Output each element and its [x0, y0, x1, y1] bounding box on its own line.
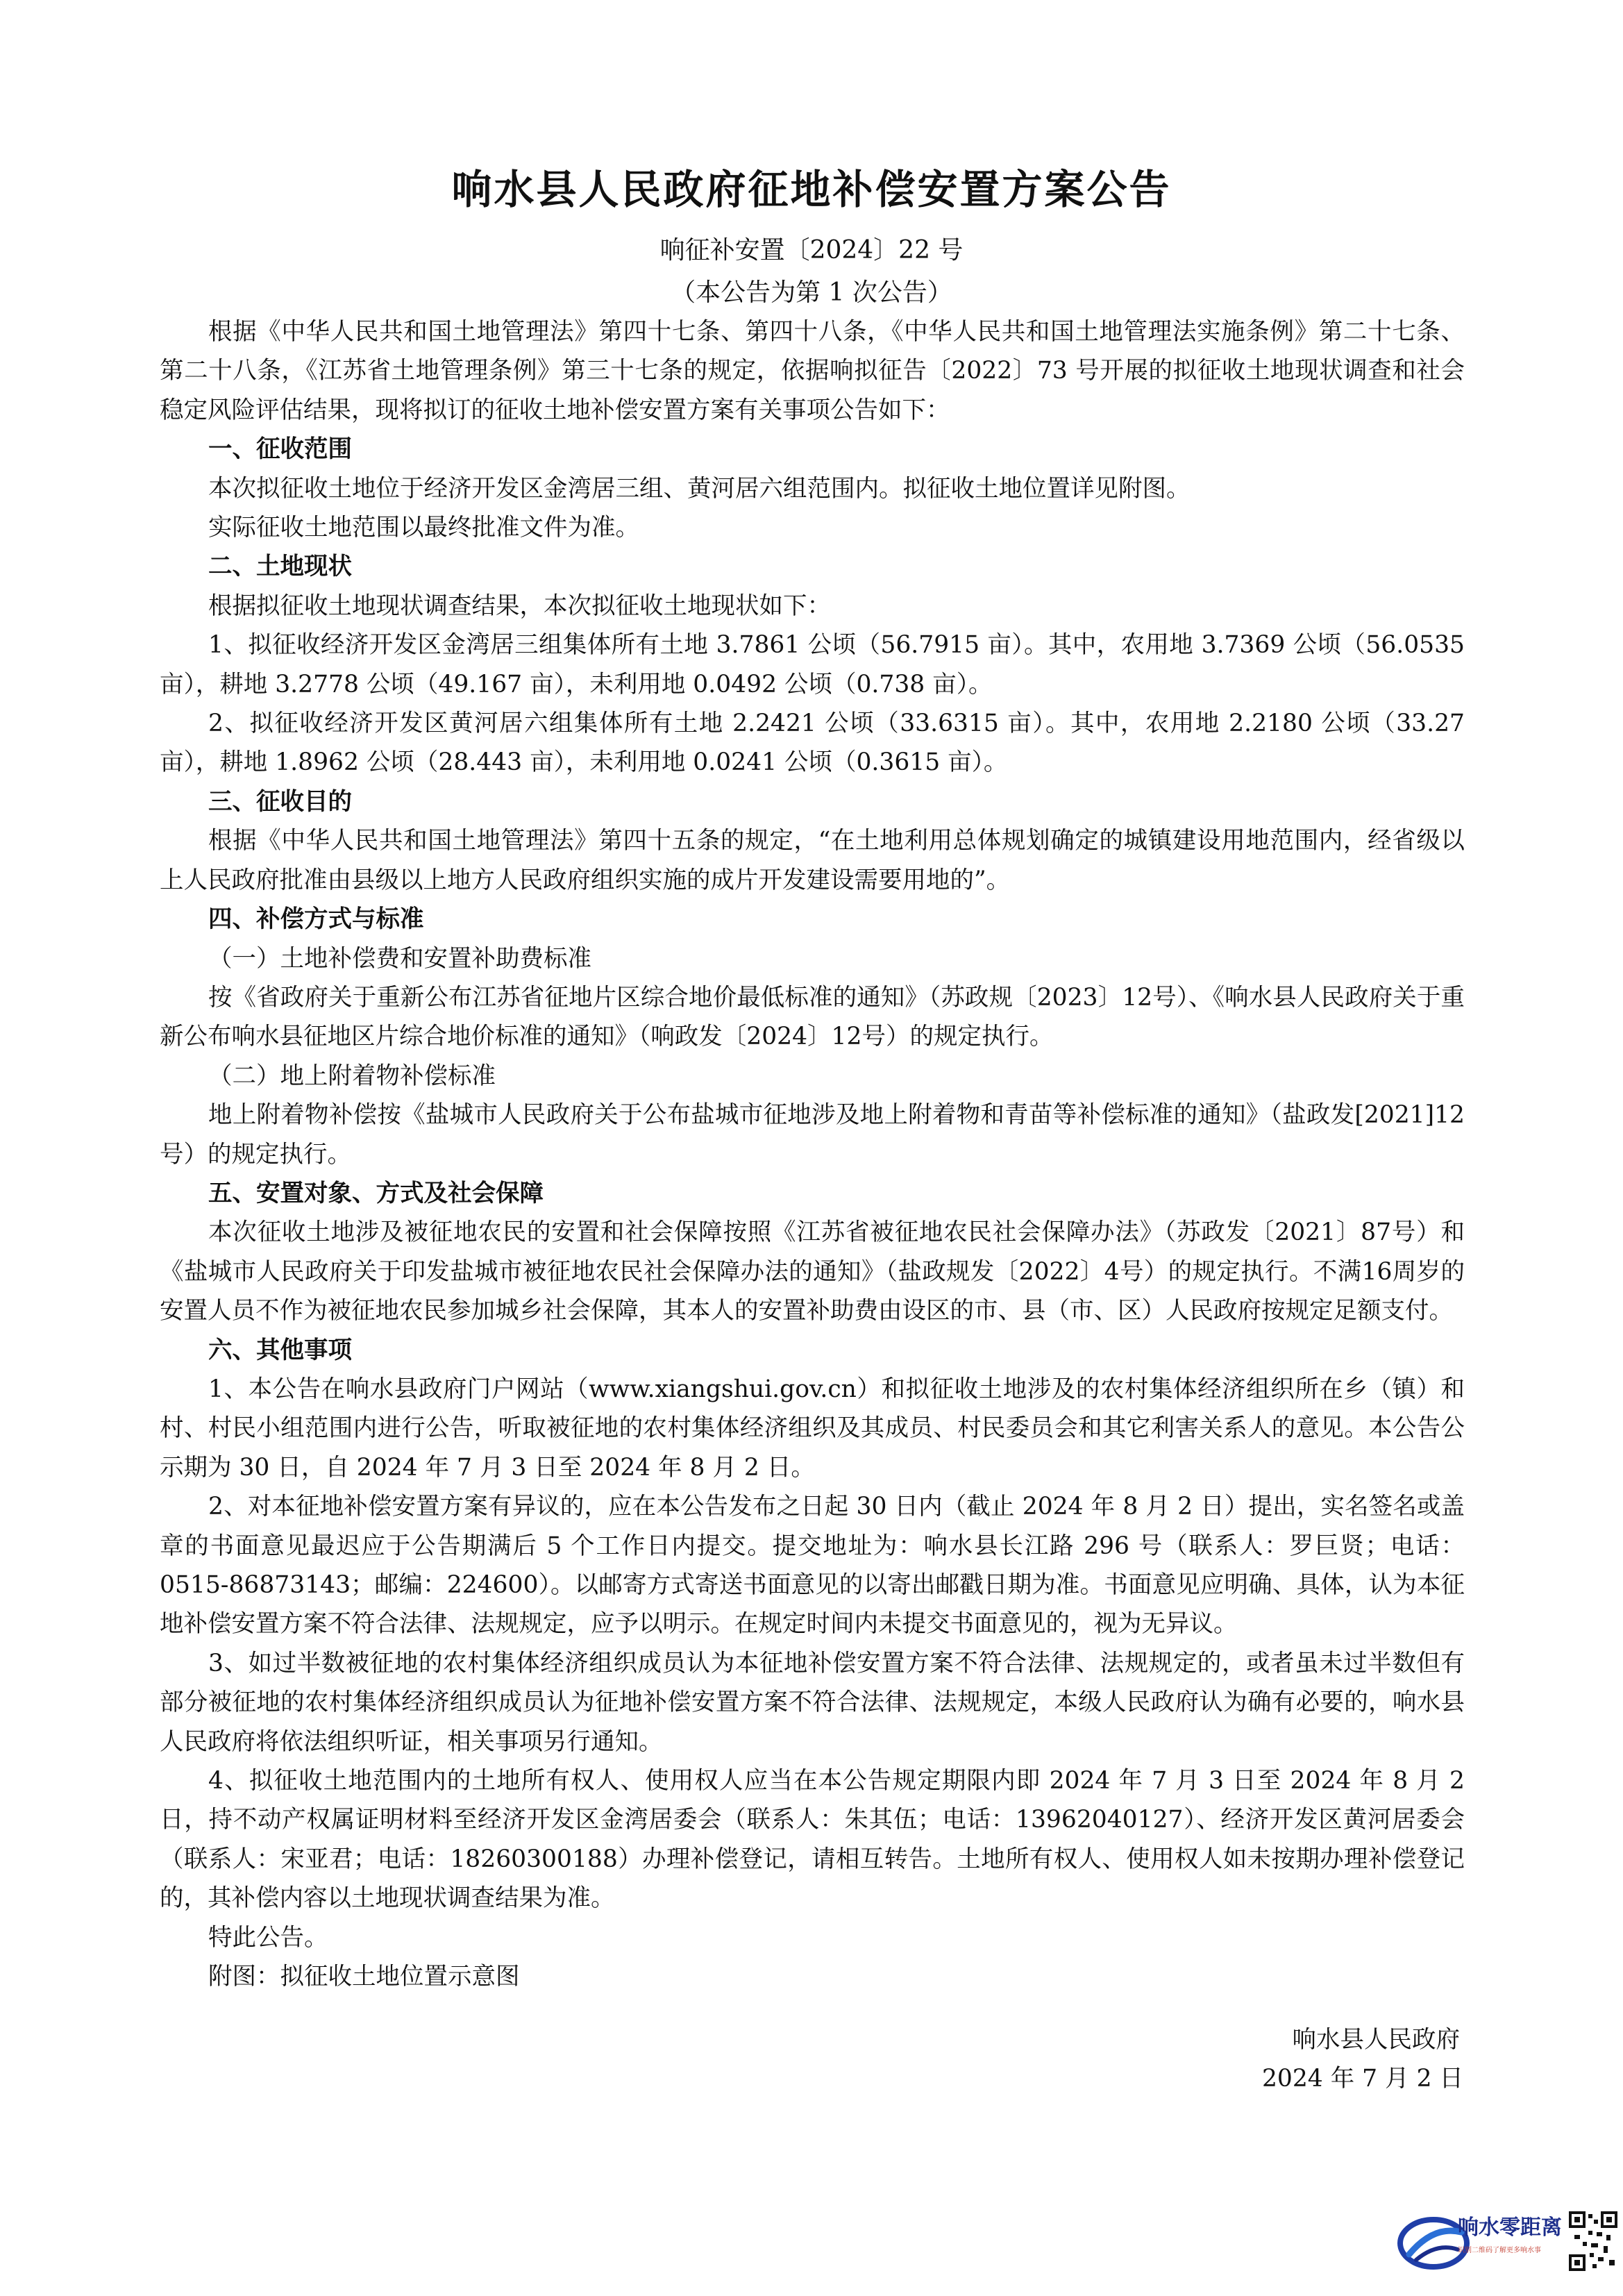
- section-heading: 二、土地现状: [208, 553, 352, 581]
- paragraph: 本次征收土地涉及被征地农民的安置和社会保障按照《江苏省被征地农民社会保障办法》（苏政发〔2021〕87号）和《盐城市人民政府关于印发盐城市被征地农民社会保障办法的通知》（盐政规发〔2022〕4号）的规定执行。不满16周岁的安置人员不作为被征地农民参加城乡社会保障，其本人的安置补助费由设区的市、县（市、区）人民政府按规定足额支付。: [160, 1218, 1465, 1325]
- paragraph: 本次拟征收土地位于经济开发区金湾居三组、黄河居六组范围内。拟征收土地位置详见附图。: [208, 474, 1191, 503]
- paragraph: 根据拟征收土地现状调查结果，本次拟征收土地现状如下：: [208, 592, 831, 620]
- attachment-note: 附图：拟征收土地位置示意图: [208, 1963, 520, 1991]
- paragraph: 3、如过半数被征地的农村集体经济组织成员认为本征地补偿安置方案不符合法律、法规规定的，或者虽未过半数但有部分被征地的农村集体经济组织成员认为征地补偿安置方案不符合法律、法规规定，本级人民政府认为确有必要的，响水县人民政府将依法组织听证，相关事项另行通知。: [160, 1649, 1465, 1756]
- signature-organization: 响水县人民政府: [1292, 2026, 1460, 2054]
- paragraph: 2、对本征地补偿安置方案有异议的，应在本公告发布之日起 30 日内（截止 2024 年 8 月 2 日）提出，实名签名或盖章的书面意见最迟应于公告期满后 5 个工作日内提交。提交地址为：响水县长江路 296 号（联系人：罗巨贤；电话：0515-86873143；邮编：224600）。以邮寄方式寄送书面意见的以寄出邮戳日期为准。书面意见应明确、具体，认为本征地补偿安置方案不符合法律、法规规定，应予以明示。在规定时间内未提交书面意见的，视为无异议。: [160, 1493, 1465, 1639]
- notice-sequence: （本公告为第 1 次公告）: [671, 278, 952, 307]
- section-heading: 三、征收目的: [208, 787, 352, 816]
- signature-date: 2024 年 7 月 2 日: [1261, 2065, 1463, 2093]
- paragraph: 2、拟征收经济开发区黄河居六组集体所有土地 2.2421 公顷（33.6315 亩）。其中，农用地 2.2180 公顷（33.27 亩），耕地 1.8962 公顷（28.443 亩），未利用地 0.0241 公顷（0.3615 亩）。: [160, 710, 1465, 777]
- subsection-heading: （一）土地补偿费和安置补助费标准: [208, 944, 591, 973]
- paragraph: 按《省政府关于重新公布江苏省征地片区综合地价最低标准的通知》（苏政规〔2023〕12号）、《响水县人民政府关于重新公布响水县征地区片综合地价标准的通知》（响政发〔2024〕12号）的规定执行。: [160, 983, 1465, 1051]
- section-heading: 五、安置对象、方式及社会保障: [208, 1179, 544, 1207]
- section-heading: 六、其他事项: [208, 1336, 352, 1364]
- paragraph: 1、拟征收经济开发区金湾居三组集体所有土地 3.7861 公顷（56.7915 亩）。其中，农用地 3.7369 公顷（56.0535 亩），耕地 3.2778 公顷（49.167 亩），未利用地 0.0492 公顷（0.738 亩）。: [160, 631, 1465, 698]
- page-title: 响水县人民政府征地补偿安置方案公告: [451, 166, 1172, 213]
- watermark-name: 响水零距离: [1458, 2215, 1562, 2240]
- paragraph: 根据《中华人民共和国土地管理法》第四十五条的规定，“在土地利用总体规划确定的城镇建设用地范围内，经省级以上人民政府批准由县级以上地方人民政府组织实施的成片开发建设需要用地的”。: [160, 827, 1465, 894]
- watermark-subtitle: 识别二维码了解更多响水事: [1458, 2247, 1541, 2254]
- closing-line: 特此公告。: [208, 1923, 328, 1952]
- section-heading: 四、补偿方式与标准: [208, 905, 424, 934]
- paragraph: 4、拟征收土地范围内的土地所有权人、使用权人应当在本公告规定期限内即 2024 年 7 月 3 日至 2024 年 8 月 2 日，持不动产权属证明材料至经济开发区金湾居委会（联系人：朱其伍；电话：13962040127）、经济开发区黄河居委会（联系人：宋亚君；电话：18260300188）办理补偿登记，请相互转告。土地所有权人、使用权人如未按期办理补偿登记的，其补偿内容以土地现状调查结果为准。: [160, 1767, 1465, 1913]
- intro-paragraph: 根据《中华人民共和国土地管理法》第四十七条、第四十八条，《中华人民共和国土地管理法实施条例》第二十七条、第二十八条，《江苏省土地管理条例》第三十七条的规定，依据响拟征告〔2022〕73 号开展的拟征收土地现状调查和社会稳定风险评估结果，现将拟订的征收土地补偿安置方案有关事项公告如下：: [160, 318, 1465, 424]
- paragraph: 实际征收土地范围以最终批准文件为准。: [208, 514, 639, 542]
- subsection-heading: （二）地上附着物补偿标准: [208, 1062, 496, 1090]
- document-body: [160, 312, 1465, 1996]
- section-heading: 一、征收范围: [208, 435, 352, 464]
- paragraph: 1、本公告在响水县政府门户网站（www.xiangshui.gov.cn）和拟征收土地涉及的农村集体经济组织所在乡（镇）和村、村民小组范围内进行公告，听取被征地的农村集体经济组织及其成员、村民委员会和其它利害关系人的意见。本公告公示期为 30 日，自 2024 年 7 月 3 日至 2024 年 8 月 2 日。: [160, 1375, 1465, 1482]
- qr-code-icon: [1569, 2211, 1617, 2271]
- paragraph: 地上附着物补偿按《盐城市人民政府关于公布盐城市征地涉及地上附着物和青苗等补偿标准的通知》（盐政发[2021]12号）的规定执行。: [160, 1101, 1465, 1168]
- document-number: 响征补安置〔2024〕22 号: [659, 236, 964, 265]
